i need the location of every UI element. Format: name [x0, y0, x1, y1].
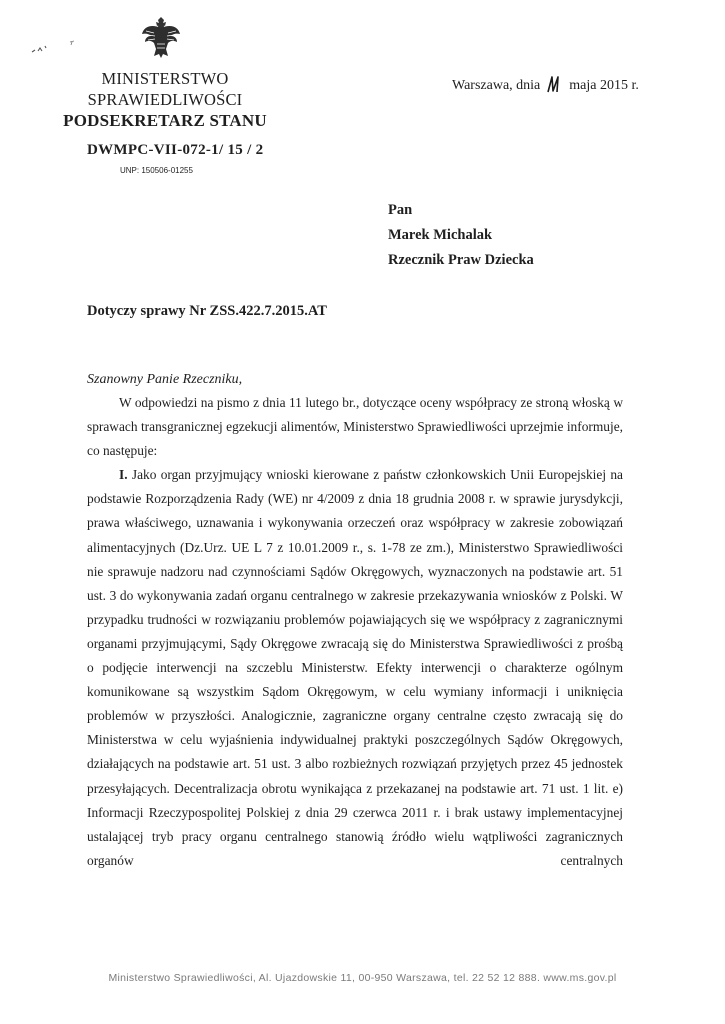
- case-signature: DWMPC-VII-072-1/ 15 / 2: [87, 142, 264, 158]
- letter-body: [87, 391, 623, 873]
- office-title: PODSEKRETARZ STANU: [63, 111, 267, 130]
- body-paragraph-2-text: Jako organ przyjmujący wnioski kierowane z państw członkowskich Unii Europejskiej na podstawie Rozporządzenia Rady (WE) nr 4/2009 z dnia 18 grudnia 2008 r. w sprawie jurysdykcji, prawa właściwego, uznawania i wykonywania orzeczeń oraz współpracy w zakresie zobowiązań alimentacyjnych (Dz.Urz. UE L 7 z 10.01.2009 r., s. 1-78 ze zm.), Ministerstwo Sprawiedliwości nie sprawuje nadzoru nad czynnościami Sądów Okręgowych, wyznaczonych na podstawie art. 51 ust. 3 do wykonywania zadań organu centralnego w zakresie przekazywania wniosków z Polski. W przypadku trudności w rozwiązaniu problemów pojawiających się we współpracy z zagranicznymi organami przyjmującymi, Sądy Okręgowe zwracają się do Ministerstwa Sprawiedliwości z prośbą o podjęcie interwencji na szczeblu Ministerstw. Efekty interwencji o charakterze ogólnym komunikowane są wszystkim Sądom Okręgowym, w celu wymiany informacji i uniknięcia problemów w przyszłości. Analogicznie, zagraniczne organy centralne często zwracają się do Ministerstwa w celu wyjaśnienia indywidualnej praktyki poszczególnych Sądów Okręgowych, działających na podstawie art. 51 ust. 3 albo rozbieżnych rozwiązań przyjętych przez 45 jednostek przesyłających. Decentralizacja obrotu wynikająca z przekazanej na podstawie art. 71 ust. 1 lit. e) Informacji Rzeczypospolitej Polskiej z dnia 29 czerwca 2011 r. i brak ustawy implementacyjnej ustalającej tryb pracy organu centralnego stanowią źródło wielu wątpliwości zagranicznych organów centralnych: [87, 467, 623, 868]
- addressee-block: [388, 198, 534, 273]
- body-paragraph-1: W odpowiedzi na pismo z dnia 11 lutego br., dotyczące oceny współpracy ze stroną włoską w sprawach transgranicznej egzekucji alimentów, Ministerstwo Sprawiedliwości uprzejmie informuje, co następuje:: [87, 395, 623, 459]
- salutation: Szanowny Panie Rzeczniku,: [87, 372, 243, 387]
- subject-line: Dotyczy sprawy Nr ZSS.422.7.2015.AT: [87, 303, 327, 319]
- addressee-name: Marek Michalak: [388, 227, 493, 243]
- addressee-title: Pan: [388, 202, 413, 218]
- date-suffix: maja 2015 r.: [569, 78, 639, 93]
- letter-date: [452, 74, 639, 94]
- polish-eagle-emblem-icon: [140, 14, 182, 60]
- ministry-header: [30, 68, 300, 131]
- footer-contact: Ministerstwo Sprawiedliwości, Al. Ujazdowskie 11, 00-950 Warszawa, tel. 22 52 12 888. www.ms.gov.pl: [108, 972, 617, 984]
- ministry-name: MINISTERSTWO SPRAWIEDLIWOŚCI: [87, 69, 243, 109]
- handwritten-day: [545, 74, 565, 94]
- date-prefix: Warszawa, dnia: [452, 78, 541, 93]
- unp-number: UNP: 150506-01255: [120, 166, 193, 175]
- body-paragraph-2: [87, 463, 623, 873]
- addressee-position: Rzecznik Praw Dziecka: [388, 252, 534, 268]
- section-numeral: I.: [119, 467, 128, 483]
- handwritten-marks: [30, 36, 82, 56]
